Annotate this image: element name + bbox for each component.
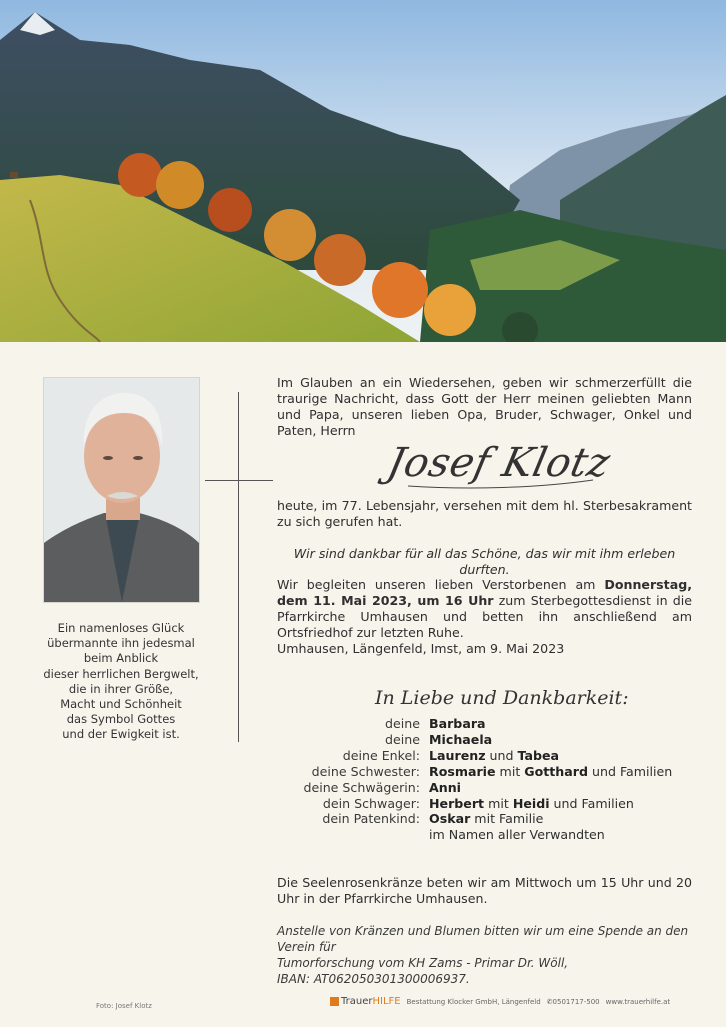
family-relation: deine [385,716,420,731]
family-text: und Familien [549,795,634,811]
love-heading: In Liebe und Dankbarkeit: [375,687,629,709]
phone-number: ✆0501717-500 [546,997,600,1006]
family-relation [277,827,429,843]
poem-line: Ein namenloses Glück [57,621,185,635]
family-relation: dein Patenkind: [322,811,420,827]
name-flourish [388,478,598,498]
deceased-name: Josef Klotz [383,440,615,486]
family-text: im Namen aller Verwandten [429,827,605,843]
family-names [429,716,486,732]
poem-line: das Symbol Gottes [66,712,176,727]
family-text: und Familien [588,763,673,779]
family-list [277,716,697,843]
trauerhilfe-logo [330,996,401,1007]
logo-text-b: HILFE [372,996,401,1007]
family-relation: deine Enkel: [342,747,420,763]
family-names [429,796,634,812]
funeral-text-pre: Wir begleiten unseren lieben Verstorbenen am [277,577,605,592]
family-relation: deine Schwägerin: [303,779,420,795]
family-names [429,764,672,780]
family-text: mit Familie [470,811,544,827]
family-member-name: Michaela [429,731,493,747]
poem [40,621,202,743]
funeral-text-post: zum Sterbegottesdienst in die Pfarrkirche Umhausen und betten ihn anschließend am Ortsfriedhof zur letzten Ruhe. [277,593,692,640]
family-row [277,716,697,732]
family-names [429,780,461,796]
poem-line: übermannte ihn jedesmal [47,636,195,651]
family-text: mit [484,795,513,811]
family-names [429,732,492,748]
donation-line: Anstelle von Kränzen und Blumen bitten wir um eine Spende an den Verein für [277,924,689,954]
portrait-photo [43,377,200,603]
cross-icon [238,392,239,742]
death-notice-text: heute, im 77. Lebensjahr, versehen mit dem hl. Sterbesakrament zu sich gerufen hat. [277,498,692,529]
funeral-date: Donnerstag, dem 11. Mai 2023, um 16 Uhr [277,577,692,608]
family-names [429,827,605,843]
family-member-name: Gotthard [524,763,588,779]
family-relation: dein Schwager: [322,795,420,811]
photo-credit: Foto: Josef Klotz [96,1002,152,1010]
family-row [277,827,697,843]
poem-line: die in ihrer Größe, [68,681,174,696]
place-date: Umhausen, Längenfeld, Imst, am 9. Mai 2023 [277,641,565,656]
family-member-name: Laurenz [429,747,486,763]
poem-line: beim Anblick [83,651,159,666]
family-row [277,732,697,748]
footer [330,996,670,1007]
poem-line: Macht und Schönheit [60,697,182,712]
family-member-name: Heidi [512,795,550,811]
thanks-text: Wir sind dankbar für all das Schöne, das wir mit ihm erleben durften. [293,546,676,577]
rosary-text: Die Seelenrosenkränze beten wir am Mittwoch um 15 Uhr und 20 Uhr in der Pfarrkirche Umhausen. [277,875,692,906]
logo-text-a: Trauer [341,996,373,1007]
family-member-name: Rosmarie [429,763,496,779]
logo-mark-icon [330,997,339,1006]
donation-line: IBAN: AT062050301300006937. [277,972,470,986]
family-names [429,748,559,764]
cross-icon-bar [205,480,273,481]
intro-text: Im Glauben an ein Wiedersehen, geben wir schmerzerfüllt die traurige Nachricht, dass Gott der Herr meinen geliebten Mann und Papa, unseren lieben Opa, Bruder, Schwager, Onkel und Paten, Herrn [277,375,692,438]
family-names [429,811,543,827]
family-text: und [485,747,518,763]
poem-line: dieser herrlichen Bergwelt, [43,666,199,681]
family-member-name: Tabea [517,747,560,763]
website-link[interactable]: www.trauerhilfe.at [605,997,671,1006]
hero-landscape-image [0,0,726,342]
family-text: mit [495,763,525,779]
family-member-name: Oskar [429,811,471,827]
poem-line: und der Ewigkeit ist. [62,727,180,742]
family-row [277,796,697,812]
family-row [277,748,697,764]
family-row [277,811,697,827]
family-member-name: Anni [429,779,461,795]
donation-line: Tumorforschung vom KH Zams - Primar Dr. Wöll, [277,956,569,970]
donation-text [277,923,692,987]
family-member-name: Herbert [429,795,485,811]
family-member-name: Barbara [429,716,486,731]
family-row [277,780,697,796]
company-name: Bestattung Klocker GmbH, Längenfeld [406,997,541,1006]
family-relation: deine Schwester: [311,763,420,779]
family-relation: deine [385,731,420,747]
funeral-text [277,577,692,641]
family-row [277,764,697,780]
